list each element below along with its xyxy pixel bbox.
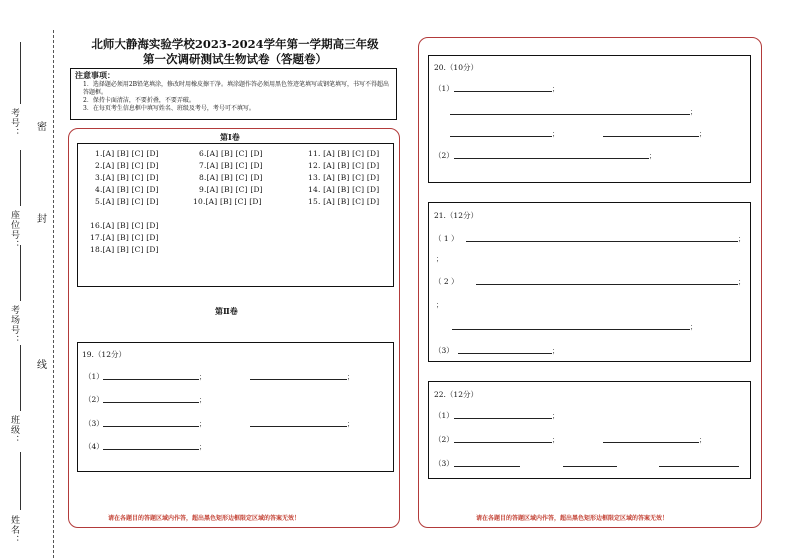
q21-label-1: （ 1 ） bbox=[434, 234, 459, 243]
choice-item-13[interactable]: 13. [A] [B] [C] [D] bbox=[308, 173, 380, 182]
q22-answer-line[interactable] bbox=[563, 466, 617, 467]
q19-answer-line[interactable] bbox=[103, 379, 199, 380]
q20-semicolon: ； bbox=[552, 130, 559, 138]
notice-title: 注意事项： bbox=[75, 71, 115, 80]
choice-item-6[interactable]: 6.[A] [B] [C] [D] bbox=[199, 149, 263, 158]
q19-semicolon: ； bbox=[347, 420, 354, 428]
q22-answer-line[interactable] bbox=[454, 418, 552, 419]
page-title-line2: 第一次调研测试生物试卷（答题卷） bbox=[143, 52, 327, 66]
seat-number-label: 座位号： bbox=[9, 210, 19, 250]
q22-semicolon: ； bbox=[699, 436, 706, 444]
q20-semicolon: ； bbox=[649, 152, 656, 160]
q21-semicolon: ； bbox=[738, 278, 745, 286]
seal-char-xian: 线 bbox=[37, 360, 47, 371]
q22-answer-line[interactable] bbox=[454, 442, 552, 443]
choice-item-10[interactable]: 10.[A] [B] [C] [D] bbox=[193, 197, 262, 206]
exam-number-line bbox=[20, 42, 21, 104]
q19-semicolon: ； bbox=[199, 420, 206, 428]
room-number-line bbox=[20, 245, 21, 301]
exam-number-label: 考号： bbox=[9, 108, 19, 138]
q19-label-2: （2） bbox=[84, 395, 104, 404]
q21-title: 21.（12分） bbox=[434, 211, 478, 220]
notice-item: 1．选择题必须用2B铅笔填涂，修改时用橡皮擦干净。填涂题作答必须用黑色签迹笔填写或钢笔填写，书写不得超出答题框。 bbox=[83, 81, 390, 96]
q19-semicolon: ； bbox=[199, 373, 206, 381]
q21-answer-line[interactable] bbox=[452, 329, 690, 330]
name-line bbox=[20, 452, 21, 510]
q21-label-2: （ 2 ） bbox=[434, 277, 459, 286]
choice-item-2[interactable]: 2.[A] [B] [C] [D] bbox=[95, 161, 159, 170]
q19-answer-line[interactable] bbox=[103, 426, 199, 427]
page-title-line1: 北师大静海实验学校2023-2024学年第一学期高三年级 bbox=[91, 37, 379, 51]
q20-answer-line[interactable] bbox=[454, 158, 649, 159]
section2-title: 第Ⅱ卷 bbox=[215, 306, 238, 316]
q20-answer-box bbox=[428, 55, 751, 183]
choice-item-16[interactable]: 16.[A] [B] [C] [D] bbox=[90, 221, 159, 230]
q20-semicolon: ； bbox=[699, 130, 706, 138]
q19-answer-line[interactable] bbox=[250, 379, 347, 380]
q19-answer-line[interactable] bbox=[250, 426, 347, 427]
q20-title: 20.（10分） bbox=[434, 63, 478, 72]
notice-item: 2．保持卡面清洁，不要折叠，不要弄破。 bbox=[83, 97, 195, 104]
q21-answer-line[interactable] bbox=[476, 284, 738, 285]
notice-box bbox=[70, 68, 397, 120]
q21-answer-line[interactable] bbox=[458, 353, 552, 354]
q20-answer-line[interactable] bbox=[603, 136, 699, 137]
class-line bbox=[20, 345, 21, 411]
notice-item: 3．在每页考生信息框中填写姓名、班级及考号，考号可不填写。 bbox=[83, 105, 255, 112]
q19-semicolon: ； bbox=[199, 396, 206, 404]
right-warning-text: 请在各题目的答题区域内作答，超出黑色矩形边框限定区域的答案无效！ bbox=[476, 515, 669, 522]
q19-label-4: （4） bbox=[84, 442, 104, 451]
q21-semicolon: ； bbox=[436, 301, 443, 309]
choice-item-3[interactable]: 3.[A] [B] [C] [D] bbox=[95, 173, 159, 182]
q19-semicolon: ； bbox=[199, 443, 206, 451]
choice-item-18[interactable]: 18.[A] [B] [C] [D] bbox=[90, 245, 159, 254]
name-label: 姓名： bbox=[9, 515, 19, 545]
q21-answer-box bbox=[428, 202, 751, 362]
choice-item-17[interactable]: 17.[A] [B] [C] [D] bbox=[90, 233, 159, 242]
q20-answer-line[interactable] bbox=[450, 136, 552, 137]
left-warning-text: 请在各题目的答题区域内作答，超出黑色矩形边框限定区域的答案无效！ bbox=[108, 515, 301, 522]
q22-label-3: （3） bbox=[434, 459, 454, 468]
choice-item-1[interactable]: 1.[A] [B] [C] [D] bbox=[95, 149, 159, 158]
q22-title: 22.（12分） bbox=[434, 390, 478, 399]
class-label: 班级： bbox=[9, 415, 19, 445]
q20-label-1: （1） bbox=[434, 84, 454, 93]
q21-semicolon: ； bbox=[552, 347, 559, 355]
choice-item-7[interactable]: 7.[A] [B] [C] [D] bbox=[199, 161, 263, 170]
q20-label-2: （2） bbox=[434, 151, 454, 160]
q21-semicolon: ； bbox=[436, 255, 443, 263]
q22-label-2: （2） bbox=[434, 435, 454, 444]
choice-item-4[interactable]: 4.[A] [B] [C] [D] bbox=[95, 185, 159, 194]
q22-semicolon: ； bbox=[552, 412, 559, 420]
binding-dash-line bbox=[53, 30, 54, 558]
q20-answer-line[interactable] bbox=[450, 114, 690, 115]
q19-answer-box bbox=[77, 342, 394, 472]
choice-item-9[interactable]: 9.[A] [B] [C] [D] bbox=[199, 185, 263, 194]
choice-item-11[interactable]: 11. [A] [B] [C] [D] bbox=[308, 149, 380, 158]
q21-label-3: （3） bbox=[434, 346, 454, 355]
seal-char-mi: 密 bbox=[37, 122, 47, 133]
q22-label-1: （1） bbox=[434, 411, 454, 420]
q22-answer-line[interactable] bbox=[603, 442, 699, 443]
choice-item-12[interactable]: 12. [A] [B] [C] [D] bbox=[308, 161, 380, 170]
q22-answer-line[interactable] bbox=[659, 466, 739, 467]
q20-semicolon: ； bbox=[690, 108, 697, 116]
q19-answer-line[interactable] bbox=[103, 402, 199, 403]
q21-semicolon: ； bbox=[738, 235, 745, 243]
q22-semicolon: ； bbox=[552, 436, 559, 444]
q19-title: 19.（12分） bbox=[82, 350, 126, 359]
q22-answer-line[interactable] bbox=[454, 466, 520, 467]
choice-item-15[interactable]: 15. [A] [B] [C] [D] bbox=[308, 197, 380, 206]
q19-semicolon: ； bbox=[347, 373, 354, 381]
section1-title: 第Ⅰ卷 bbox=[220, 132, 240, 142]
seal-char-feng: 封 bbox=[37, 214, 47, 225]
q19-label-3: （3） bbox=[84, 419, 104, 428]
q19-answer-line[interactable] bbox=[103, 449, 199, 450]
q19-label-1: （1） bbox=[84, 372, 104, 381]
choice-item-8[interactable]: 8.[A] [B] [C] [D] bbox=[199, 173, 263, 182]
room-number-label: 考场号： bbox=[9, 305, 19, 345]
q20-answer-line[interactable] bbox=[454, 91, 552, 92]
q20-semicolon: ； bbox=[552, 85, 559, 93]
q21-answer-line[interactable] bbox=[466, 241, 738, 242]
seat-number-line bbox=[20, 150, 21, 206]
choice-item-14[interactable]: 14. [A] [B] [C] [D] bbox=[308, 185, 380, 194]
choice-item-5[interactable]: 5.[A] [B] [C] [D] bbox=[95, 197, 159, 206]
q21-semicolon: ； bbox=[690, 323, 697, 331]
